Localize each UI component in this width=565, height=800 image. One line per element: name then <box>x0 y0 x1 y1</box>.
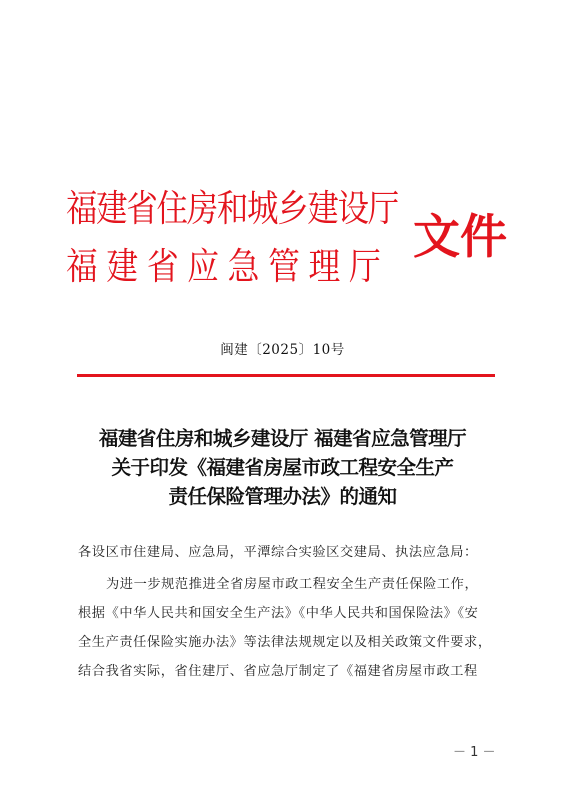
page-number: － 1 － <box>453 745 496 760</box>
body-text-line: 全生产责任保险实施办法》等法律法规规定以及相关政策文件要求， <box>78 635 492 650</box>
document-title-line-2: 关于印发《福建省房屋市政工程安全生产 <box>111 456 454 479</box>
document-title-line-1: 福建省住房和城乡建设厅 福建省应急管理厅 <box>98 427 467 450</box>
issuer-name-housing-department: 福建省住房和城乡建设厅 <box>66 187 398 230</box>
body-text-line: 为进一步规范推进全省房屋市政工程安全生产责任保险工作， <box>106 577 479 592</box>
issuer-name-emergency-department: 福建省应急管理厅 <box>66 245 390 288</box>
salutation: 各设区市住建局、应急局，平潭综合实验区交建局、执法应急局： <box>78 545 478 560</box>
document-title-line-3: 责任保险管理办法》的通知 <box>168 485 397 508</box>
document-number: 闽建〔2025〕10号 <box>220 342 345 358</box>
red-divider-line <box>77 374 495 377</box>
body-text-line: 结合我省实际，省住建厅、省应急厅制定了《福建省房屋市政工程 <box>78 664 478 679</box>
body-text-line: 根据《中华人民共和国安全生产法》《中华人民共和国保险法》《安 <box>78 606 479 621</box>
document-suffix: 文件 <box>413 210 507 265</box>
